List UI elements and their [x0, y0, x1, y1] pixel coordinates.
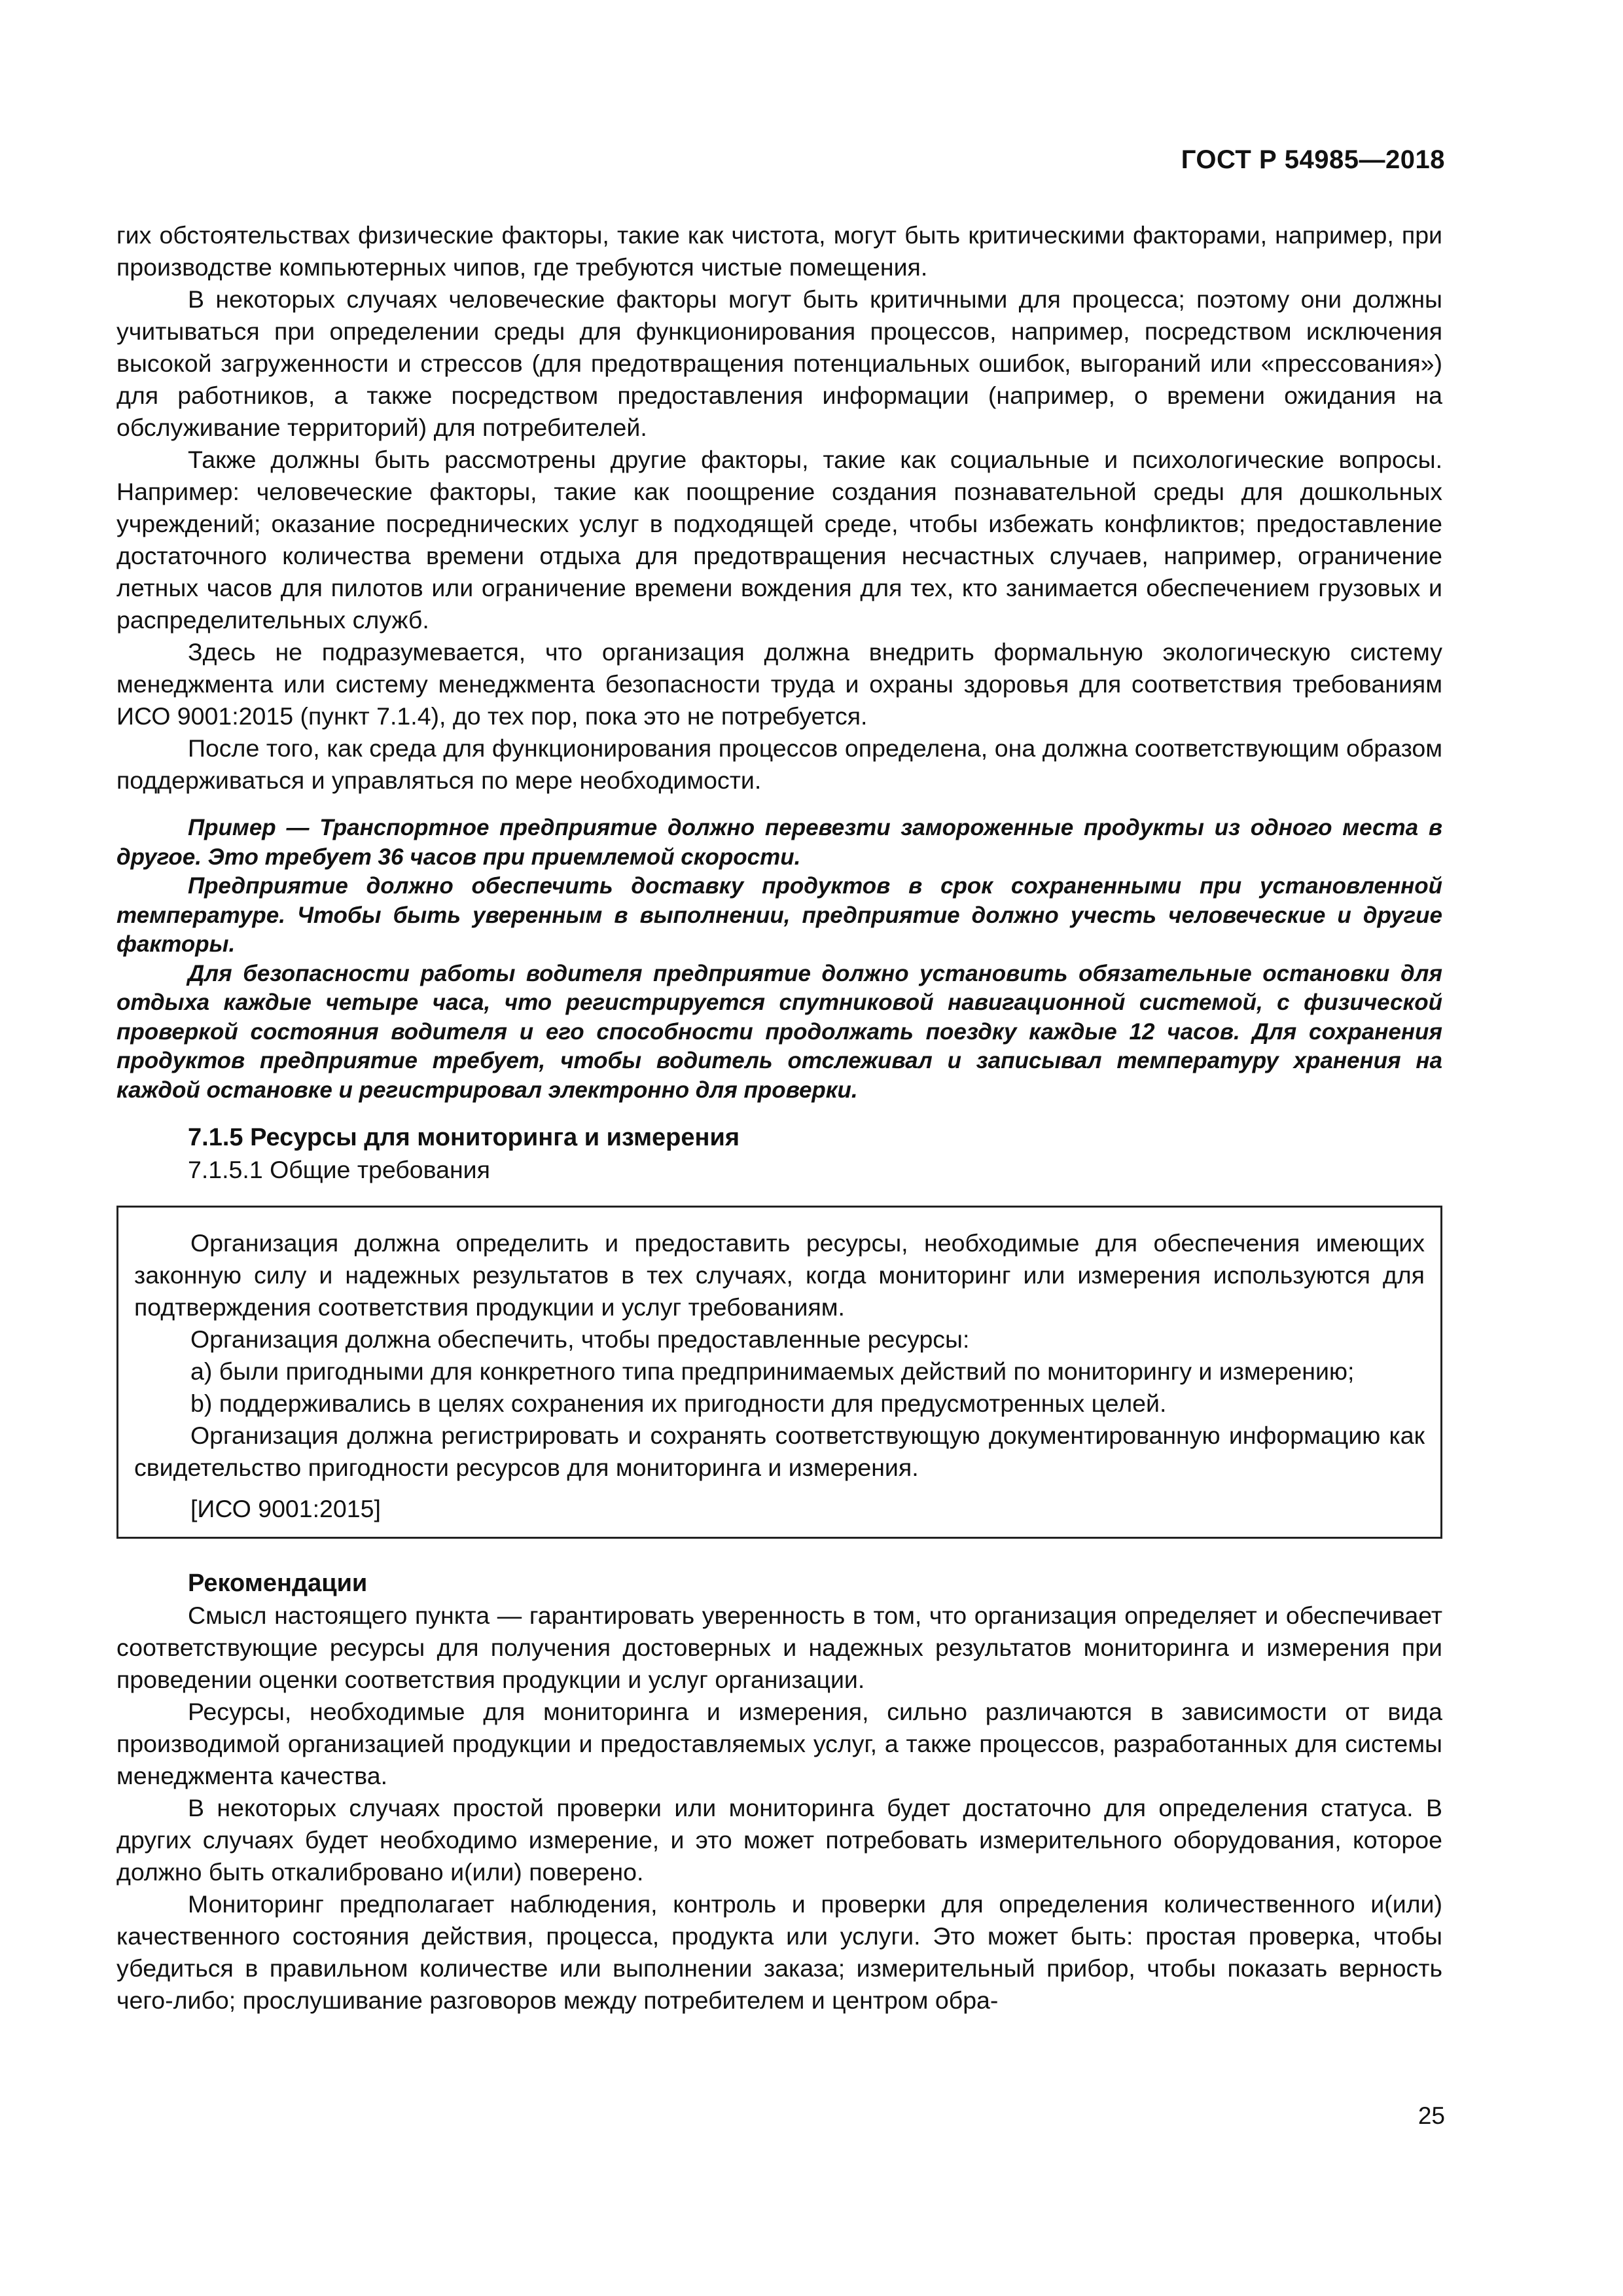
recommendations-heading: Рекомендации [188, 1570, 368, 1597]
frame-list-item: a) были пригодными для конкретного типа предпринимаемых действий по мониторингу и измерению; [190, 1357, 1355, 1385]
example-paragraph: Для безопасности работы водителя предприятие должно установить обязательные остановки для отдыха каждые четыре часа, что регистрируется спутниковой навигационной системой, с физической проверкой состояния водителя и его способности продолжать поездку каждые 12 часов. Для сохранения продуктов предприятие требует, чтобы водитель отслеживал и записывал температуру хранения на каждой остановке и регистрировал электронно для проверки. [116, 960, 1442, 1103]
paragraph: После того, как среда для функционирования процессов определена, она должна соответствующим образом поддерживаться и управляться по мере необходимости. [116, 734, 1442, 794]
paragraph: Также должны быть рассмотрены другие факторы, такие как социальные и психологические вопросы. Например: человеческие факторы, такие как поощрение создания познавательной среды для дошкольных учреждений; оказание посреднических услуг в подходящей среде, чтобы избежать конфликтов; предоставление достаточного количества времени отдыха для предотвращения несчастных случаев, например, ограничение летных часов для пилотов или ограничение времени вождения для тех, кто занимается обеспечением грузовых и распределительных служб. [116, 446, 1442, 634]
paragraph: Ресурсы, необходимые для мониторинга и измерения, сильно различаются в зависимости от вида производимой организацией продукции и предоставляемых услуг, а также процессов, разработанных для системы менеджмента качества. [116, 1698, 1442, 1789]
standard-designation: ГОСТ Р 54985—2018 [1181, 145, 1445, 174]
paragraph: В некоторых случаях человеческие факторы могут быть критичными для процесса; поэтому они должны учитываться при определении среды для функционирования процессов, например, посредством исключения высокой загруженности и стрессов (для предотвращения потенциальных ошибок, выгораний или «прессования») для работников, а также посредством предоставления информации (например, о времени ожидания на обслуживание территорий) для потребителей. [116, 285, 1442, 441]
paragraph: гих обстоятельствах физические факторы, такие как чистота, могут быть критическими факторами, например, при производстве компьютерных чипов, где требуются чистые помещения. [116, 221, 1442, 281]
frame-paragraph: Организация должна регистрировать и сохранять соответствующую документированную информацию как свидетельство пригодности ресурсов для мониторинга и измерения. [134, 1422, 1425, 1481]
page-number: 25 [1418, 2102, 1445, 2129]
frame-paragraph: Организация должна обеспечить, чтобы предоставленные ресурсы: [190, 1325, 970, 1353]
example-block [116, 814, 1442, 1105]
paragraph: В некоторых случаях простой проверки или мониторинга будет достаточно для определения статуса. В других случаях будет необходимо измерение, и это может потребовать измерительного оборудования, которое должно быть откалибровано и(или) поверено. [116, 1794, 1442, 1886]
paragraph: Здесь не подразумевается, что организация должна внедрить формальную экологическую систему менеджмента или систему менеджмента безопасности труда и охраны здоровья для соответствия требованиям ИСО 9001:2015 (пункт 7.1.4), до тех пор, пока это не потребуется. [116, 638, 1442, 730]
frame-list-item: b) поддерживались в целях сохранения их пригодности для предусмотренных целей. [190, 1390, 1167, 1417]
section-subheading: 7.1.5.1 Общие требования [188, 1156, 490, 1183]
page-content [116, 219, 1442, 2017]
example-paragraph: Пример — Транспортное предприятие должно перевезти замороженные продукты из одного места в другое. Это требует 36 часов при приемлемой скорости. [116, 815, 1442, 870]
requirements-frame [116, 1206, 1442, 1539]
paragraph: Смысл настоящего пункта — гарантировать уверенность в том, что организация определяет и обеспечивает соответствующие ресурсы для получения достоверных и надежных результатов мониторинга и измерения при проведении оценки соответствия продукции и услуг организации. [116, 1602, 1442, 1693]
frame-paragraph: Организация должна определить и предоставить ресурсы, необходимые для обеспечения имеющих законную силу и надежных результатов в тех случаях, когда мониторинг или измерения используются для подтверждения соответствия продукции и услуг требованиям. [134, 1229, 1425, 1321]
example-paragraph: Предприятие должно обеспечить доставку продуктов в срок сохраненными при установленной температуре. Чтобы быть уверенным в выполнении, предприятие должно учесть человеческие и другие факторы. [116, 873, 1442, 957]
section-heading: 7.1.5 Ресурсы для мониторинга и измерения [188, 1124, 740, 1151]
paragraph: Мониторинг предполагает наблюдения, контроль и проверки для определения количественного и(или) качественного состояния действия, процесса, продукта или услуги. Это может быть: простая проверка, чтобы убедиться в правильном количестве или выполнении заказа; измерительный прибор, чтобы показать верность чего-либо; прослушивание разговоров между потребителем и центром обра- [116, 1890, 1442, 2014]
frame-source: [ИСО 9001:2015] [190, 1495, 381, 1522]
